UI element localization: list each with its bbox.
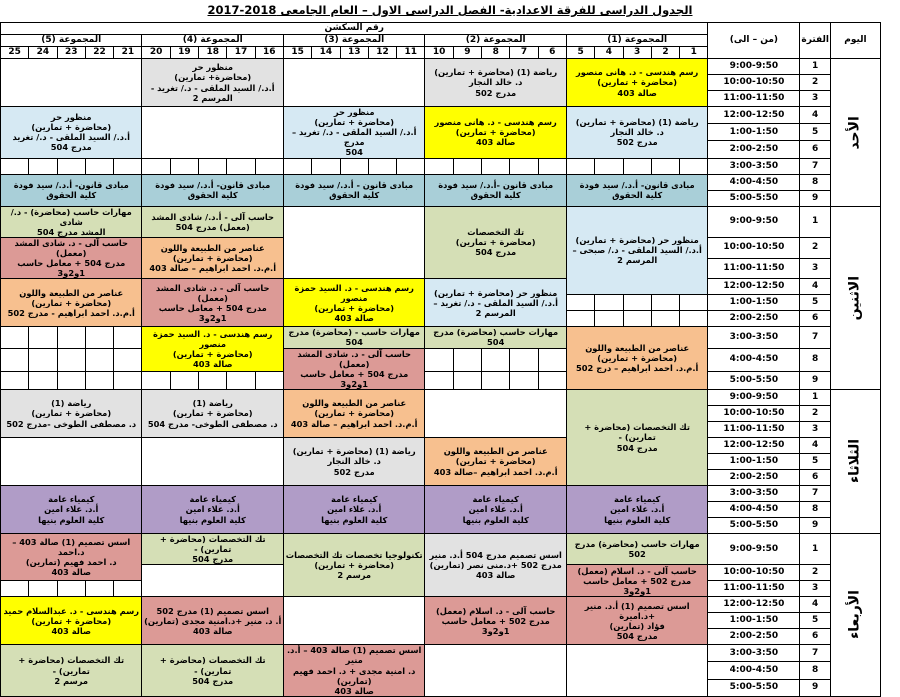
period-number: 3 xyxy=(800,258,831,279)
class-cell: حاسب آلى - د. اسلام (معمل) مدرج 502 + معامل حاسب 1و2و3 xyxy=(425,597,566,645)
class-cell: كيمياء عامة أ.د. علاء امين كلية العلوم بنيها xyxy=(283,485,424,533)
class-cell: مبادى قانون - أ.د./ سيد فودة كلية الحقوق xyxy=(283,174,424,206)
time-slot: 5:00-5:50 xyxy=(708,517,800,533)
time-slot: 4:00-4:50 xyxy=(708,348,800,371)
time-slot: 10:00-10:50 xyxy=(708,565,800,581)
time-slot: 1:00-1:50 xyxy=(708,453,800,469)
section-number: 2 xyxy=(651,47,679,59)
class-cell: اسس تصميم (1) صالة 403 – أ.د. منير د. امنية مجدى + د. احمد فهيم (تمارين) صالة 403 xyxy=(283,645,424,697)
period-number: 9 xyxy=(800,679,831,696)
empty-cell xyxy=(283,206,424,279)
empty-cell xyxy=(283,59,424,107)
header-group-2: المجموعة (2) xyxy=(425,35,566,47)
period-number: 5 xyxy=(800,453,831,469)
class-cell: اسس تصميم (1) مدرج 502 أ. د. منير +د.امنية مجدى (تمارين) صالة 403 xyxy=(142,597,283,645)
period-number: 2 xyxy=(800,237,831,258)
header-section-numbers: رقم السكشن xyxy=(1,23,708,35)
time-slot: 3:00-3:50 xyxy=(708,485,800,501)
class-cell: حاسب آلى - د. شادى المشد (معمل) مدرج 504 + معامل حاسب 1و2و3 xyxy=(1,237,142,278)
time-slot: 2:00-2:50 xyxy=(708,311,800,327)
class-cell: مهارات حاسب (محاضرة) مدرج 502 xyxy=(566,533,707,564)
time-slot: 4:00-4:50 xyxy=(708,501,800,517)
class-cell: منظور حر (محاضرة + تمارين) أ.د./ السيد الملقى - د./ تغريد – مدرج 504 xyxy=(283,107,424,159)
class-cell: مبادى قانون- أ.د./ سيد فودة كلية الحقوق xyxy=(1,174,142,206)
class-cell: حاسب آلى - أ.د./ شادى المشد (معمل) مدرج 504 xyxy=(142,206,283,237)
empty-cell xyxy=(142,437,283,485)
page-title: الجدول الدراسى للفرقة الاعدادية- الفصل الدراسى الاول – العام الجامعى 2018-2017 xyxy=(207,3,693,17)
class-cell: رسم هندسى - د. هانى منصور (محاضرة + تمارين) صالة 403 xyxy=(566,59,707,107)
class-cell: رياضة (1) (محاضرة + تمارين) د. خالد النجار مدرج 502 xyxy=(425,59,566,107)
class-cell: اسس تصميم (1) أ.د. منير +د.اميرة فؤاد (تمارين) مدرج 504 xyxy=(566,597,707,645)
period-number: 2 xyxy=(800,565,831,581)
header-group-5: المجموعة (5) xyxy=(1,35,142,47)
class-cell: منظور حر (محاضرة + تمارين) أ.د./ السيد الملقى - د./ صبحى – المرسم 2 xyxy=(566,206,707,295)
period-number: 1 xyxy=(800,59,831,75)
header-group-1: المجموعة (1) xyxy=(566,35,707,47)
period-number: 4 xyxy=(800,437,831,453)
header-day: اليوم xyxy=(830,23,880,59)
period-number: 5 xyxy=(800,613,831,629)
class-cell: رياضة (1) (محاضرة + تمارين) د. خالد النجار مدرج 502 xyxy=(283,437,424,485)
period-number: 7 xyxy=(800,485,831,501)
class-cell: حاسب آلى - د. شادى المشد (معمل) مدرج 504 + معامل حاسب 1و2و3 xyxy=(142,279,283,327)
period-number: 8 xyxy=(800,662,831,679)
class-cell: عناصر من الطبيعة واللون (محاضرة + تمارين) أ.م.د. احمد ابراهيم - مدرج 502 xyxy=(1,279,142,327)
empty-cell xyxy=(1,59,142,107)
time-slot: 5:00-5:50 xyxy=(708,679,800,696)
section-number: 16 xyxy=(255,47,283,59)
time-slot: 9:00-9:50 xyxy=(708,533,800,564)
time-slot: 2:00-2:50 xyxy=(708,141,800,158)
period-number: 4 xyxy=(800,279,831,295)
period-number: 9 xyxy=(800,517,831,533)
class-cell: اسس تصميم مدرج 504 أ.د. منير مدرج 502 +د.منى نصر (تمارين) صالة 403 xyxy=(425,533,566,596)
class-cell: مبادى قانون- أ.د./ سيد فودة كلية الحقوق xyxy=(142,174,283,206)
time-slot: 4:00-4:50 xyxy=(708,662,800,679)
section-number: 17 xyxy=(227,47,255,59)
time-slot: 11:00-11:50 xyxy=(708,581,800,597)
time-slot: 1:00-1:50 xyxy=(708,295,800,311)
class-cell: رسم هندسى - د. السيد حمزة منصور (محاضرة + تمارين) صالة 403 xyxy=(283,279,424,327)
class-cell: كيمياء عامة أ.د. علاء امين كلية العلوم بنيها xyxy=(142,485,283,533)
period-number: 9 xyxy=(800,371,831,389)
class-cell: رسم هندسى - د. السيد حمزة منصور (محاضرة + تمارين) صالة 403 xyxy=(142,327,283,371)
class-cell: حاسب آلى - د. اسلام (معمل) مدرج 502 + معامل حاسب 1و2و3 xyxy=(566,565,707,597)
section-number: 13 xyxy=(340,47,368,59)
section-number: 22 xyxy=(85,47,113,59)
time-slot: 2:00-2:50 xyxy=(708,629,800,645)
time-slot: 11:00-11:50 xyxy=(708,91,800,107)
class-cell: تك التخصصات (محاضرة + تمارين) - مدرج 504 xyxy=(142,533,283,564)
section-number: 4 xyxy=(595,47,623,59)
header-group-3: المجموعة (3) xyxy=(283,35,424,47)
class-cell: تك التخصصات (محاضرة + تمارين) - مرسم 2 xyxy=(1,645,142,697)
time-slot: 5:00-5:50 xyxy=(708,371,800,389)
class-cell: عناصر من الطبيعة واللون (محاضرة + تمارين) أ.م.د. احمد ابراهيم – صالة 403 xyxy=(142,237,283,278)
time-slot: 11:00-11:50 xyxy=(708,421,800,437)
day-sunday: الأحد xyxy=(830,59,880,207)
time-slot: 12:00-12:50 xyxy=(708,279,800,295)
class-cell: كيمياء عامة أ.د. علاء امين كلية العلوم بنيها xyxy=(425,485,566,533)
section-number: 11 xyxy=(397,47,425,59)
time-slot: 10:00-10:50 xyxy=(708,237,800,258)
period-number: 6 xyxy=(800,469,831,485)
class-cell: مبادى قانون -أ.د./ سيد فودة كلية الحقوق xyxy=(425,174,566,206)
day-wednesday: الأربعاء xyxy=(830,533,880,696)
section-number: 3 xyxy=(623,47,651,59)
class-cell: عناصر من الطبيعة واللون (محاضرة + تمارين) أ.م.د. احمد ابراهيم –صالة 403 xyxy=(425,437,566,485)
time-slot: 9:00-9:50 xyxy=(708,389,800,405)
class-cell: كيمياء عامة أ.د. علاء امين كلية العلوم بنيها xyxy=(1,485,142,533)
empty-cell xyxy=(1,437,142,485)
class-cell: مهارات حاسب (محاضرة) - د./ شادى المشد مدرج 504 xyxy=(1,206,142,237)
period-number: 2 xyxy=(800,405,831,421)
class-cell: تك التخصصات (محاضرة + تمارين) - مدرج 504 xyxy=(566,389,707,485)
period-number: 5 xyxy=(800,295,831,311)
period-number: 4 xyxy=(800,107,831,124)
class-cell: حاسب آلى - د. شادى المشد (معمل) مدرج 504 + معامل حاسب 1و2و3 xyxy=(283,348,424,389)
period-number: 3 xyxy=(800,581,831,597)
empty-cell xyxy=(283,597,424,645)
section-number: 7 xyxy=(510,47,538,59)
class-cell: رياضة (1) (محاضرة + تمارين) د. مصطفى الطوخى- مدرج 504 xyxy=(142,389,283,437)
empty-cell xyxy=(142,107,283,159)
section-number: 12 xyxy=(368,47,396,59)
period-number: 2 xyxy=(800,75,831,91)
section-number: 10 xyxy=(425,47,453,59)
period-number: 1 xyxy=(800,389,831,405)
day-tuesday: الثلاثاء xyxy=(830,389,880,533)
class-cell: كيمياء عامة أ.د. علاء امين كلية العلوم بنيها xyxy=(566,485,707,533)
period-number: 1 xyxy=(800,206,831,237)
class-cell: مهارات حاسب (محاضرة) مدرج 504 xyxy=(425,327,566,348)
section-number: 14 xyxy=(312,47,340,59)
schedule-table-wrap xyxy=(0,22,881,697)
class-cell: منظور حر (محاضرة + تمارين) أ.د./ السيد الملقى - د./ تغريد مدرج 504 xyxy=(1,107,142,159)
time-slot: 3:00-3:50 xyxy=(708,327,800,348)
time-slot: 10:00-10:50 xyxy=(708,405,800,421)
class-cell: منظور حر (محاضرة+ تمارين) أ.د./ السيد الملقى - د./ تغريد - المرسم 2 xyxy=(142,59,283,107)
period-number: 7 xyxy=(800,327,831,348)
class-cell: رسم هندسى - د. هانى منصور (محاضرة + تمارين) صالة 403 xyxy=(425,107,566,159)
section-number: 21 xyxy=(114,47,142,59)
period-number: 8 xyxy=(800,348,831,371)
time-slot: 1:00-1:50 xyxy=(708,613,800,629)
empty-cell xyxy=(425,389,566,437)
section-number: 19 xyxy=(170,47,198,59)
class-cell: رياضة (1) (محاضرة + تمارين) د. خالد النجار مدرج 502 xyxy=(566,107,707,159)
header-time: (من – الى) xyxy=(708,23,800,59)
time-slot: 12:00-12:50 xyxy=(708,107,800,124)
class-cell: تك التخصصات (محاضرة + تمارين) - مدرج 504 xyxy=(142,645,283,697)
time-slot: 4:00-4:50 xyxy=(708,174,800,190)
period-number: 4 xyxy=(800,597,831,613)
time-slot: 12:00-12:50 xyxy=(708,597,800,613)
section-number: 23 xyxy=(57,47,85,59)
time-slot: 11:00-11:50 xyxy=(708,258,800,279)
period-number: 3 xyxy=(800,421,831,437)
time-slot: 10:00-10:50 xyxy=(708,75,800,91)
section-number: 25 xyxy=(1,47,29,59)
period-number: 8 xyxy=(800,174,831,190)
section-number: 9 xyxy=(453,47,481,59)
time-slot: 1:00-1:50 xyxy=(708,124,800,141)
period-number: 7 xyxy=(800,158,831,174)
period-number: 8 xyxy=(800,501,831,517)
section-number: 24 xyxy=(29,47,57,59)
class-cell: عناصر من الطبيعة واللون (محاضرة + تمارين) أ.م.د. احمد ابراهيم – درج 502 xyxy=(566,327,707,390)
period-number: 3 xyxy=(800,91,831,107)
header-group-4: المجموعة (4) xyxy=(142,35,283,47)
schedule-table xyxy=(0,22,881,697)
period-number: 6 xyxy=(800,629,831,645)
time-slot: 3:00-3:50 xyxy=(708,158,800,174)
period-number: 9 xyxy=(800,190,831,206)
class-cell: تكنولوجيا تخصصات تك التخصصات (محاضرة + تمارين) مرسم 2 xyxy=(283,533,424,596)
class-cell: مبادى قانون- أ.د./ سيد فودة كلية الحقوق xyxy=(566,174,707,206)
section-number: 5 xyxy=(566,47,594,59)
class-cell: عناصر من الطبيعة واللون (محاضرة + تمارين) أ.م.د. احمد ابراهيم – صالة 403 xyxy=(283,389,424,437)
section-number: 6 xyxy=(538,47,566,59)
time-slot: 9:00-9:50 xyxy=(708,59,800,75)
period-number: 6 xyxy=(800,141,831,158)
time-slot: 3:00-3:50 xyxy=(708,645,800,662)
section-number: 15 xyxy=(283,47,311,59)
time-slot: 2:00-2:50 xyxy=(708,469,800,485)
class-cell: مهارات حاسب - (محاضرة) مدرج 504 xyxy=(283,327,424,348)
period-number: 6 xyxy=(800,311,831,327)
day-monday: الاثنين xyxy=(830,206,880,389)
empty-cell xyxy=(566,645,707,697)
class-cell: رياضة (1) (محاضرة + تمارين) د. مصطفى الطوخى -مدرج 502 xyxy=(1,389,142,437)
section-number: 18 xyxy=(199,47,227,59)
time-slot: 12:00-12:50 xyxy=(708,437,800,453)
period-number: 1 xyxy=(800,533,831,564)
header-period: الفترة xyxy=(800,23,831,59)
time-slot: 9:00-9:50 xyxy=(708,206,800,237)
class-cell: اسس تصميم (1) صالة 403 – د.احمد د. احمد فهيم (تمارين) صالة 403 xyxy=(1,533,142,580)
period-number: 5 xyxy=(800,124,831,141)
section-number: 20 xyxy=(142,47,170,59)
empty-cell xyxy=(425,645,566,697)
empty-cell xyxy=(142,565,283,597)
class-cell: منظور حر (محاضرة + تمارين) أ.د./ السيد الملقى - د./ تغريد – المرسم 2 xyxy=(425,279,566,327)
section-number: 1 xyxy=(680,47,708,59)
time-slot: 5:00-5:50 xyxy=(708,190,800,206)
class-cell: رسم هندسى - د. عبدالسلام حميد (محاضرة + تمارين) صالة 403 xyxy=(1,597,142,645)
section-number: 8 xyxy=(482,47,510,59)
class-cell: تك التخصصات (محاضرة + تمارين) مدرج 504 xyxy=(425,206,566,279)
period-number: 7 xyxy=(800,645,831,662)
